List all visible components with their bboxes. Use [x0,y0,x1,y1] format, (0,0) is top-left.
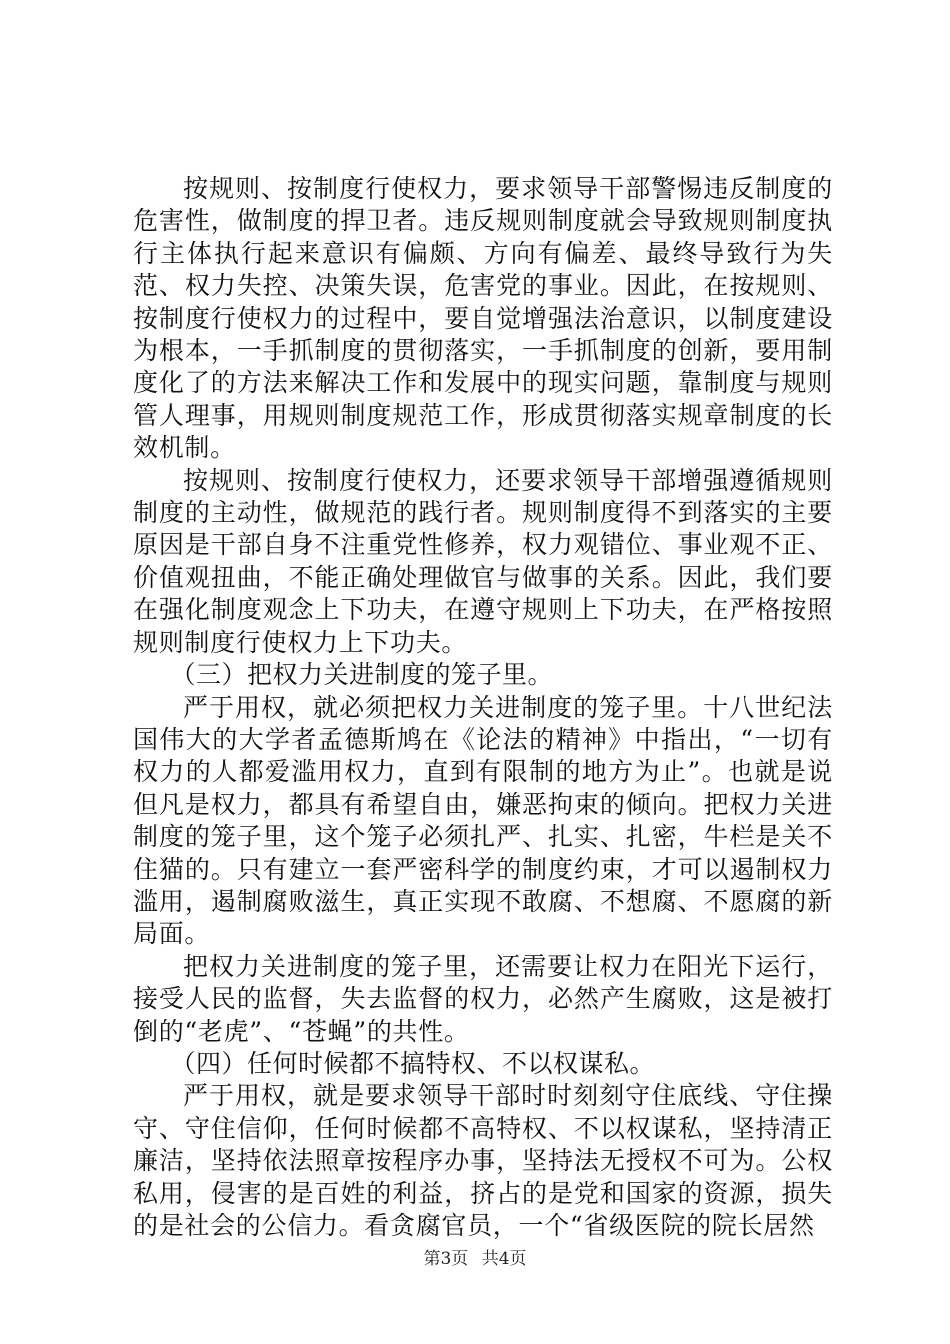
paragraph: 按规则、按制度行使权力，要求领导干部警惕违反制度的危害性，做制度的捍卫者。违反规则制度就会导致规则制度执行主体执行起来意识有偏颇、方向有偏差、最终导致行为失范、权力失控、决策失误，危害党的事业。因此，在按规则、按制度行使权力的过程中，要自觉增强法治意识，以制度建设为根本，一手抓制度的贯彻落实，一手抓制度的创新，要用制度化了的方法来解决工作和发展中的现实问题，靠制度与规则管人理事，用规则制度规范工作，形成贯彻落实规章制度的长效机制。 [133,174,833,463]
section-heading: （三）把权力关进制度的笼子里。 [170,660,554,690]
page-number: 第3页 [423,1249,469,1269]
paragraph: 严于用权，就是要求领导干部时时刻刻守住底线、守住操守、守住信仰，任何时候都不高特权、不以权谋私，坚持清正廉洁，坚持依法照章按程序办事，坚持法无授权不可为。公权私用，侵害的是百姓的利益，挤占的是党和国家的资源，损失的是社会的公信力。看贪腐官员，一个“省级医院的院长居然 [133,1081,833,1240]
page-total: 共4页 [481,1249,527,1269]
paragraph: 把权力关进制度的笼子里，还需要让权力在阳光下运行，接受人民的监督，失去监督的权力，必然产生腐败，这是被打倒的“老虎”、“苍蝇”的共性。 [133,951,833,1046]
document-body [133,173,833,1242]
page-footer [0,1244,950,1269]
section-heading: （四）任何时候都不搞特权、不以权谋私。 [170,1048,656,1078]
paragraph: 严于用权，就必须把权力关进制度的笼子里。十八世纪法国伟大的大学者孟德斯鸠在《论法的精神》中指出，“一切有权力的人都爱滥用权力，直到有限制的地方为止”。也就是说但凡是权力，都具有希望自由，嫌恶拘束的倾向。把权力关进制度的笼子里，这个笼子必须扎严、扎实、扎密，牛栏是关不住猫的。只有建立一套严密科学的制度约束，才可以遏制权力滥用，遏制腐败滋生，真正实现不敢腐、不想腐、不愿腐的新局面。 [133,692,833,949]
paragraph: 按规则、按制度行使权力，还要求领导干部增强遵循规则制度的主动性，做规范的践行者。规则制度得不到落实的主要原因是干部自身不注重党性修养，权力观错位、事业观不正、价值观扭曲，不能正确处理做官与做事的关系。因此，我们要在强化制度观念上下功夫，在遵守规则上下功夫，在严格按照规则制度行使权力上下功夫。 [133,465,833,657]
